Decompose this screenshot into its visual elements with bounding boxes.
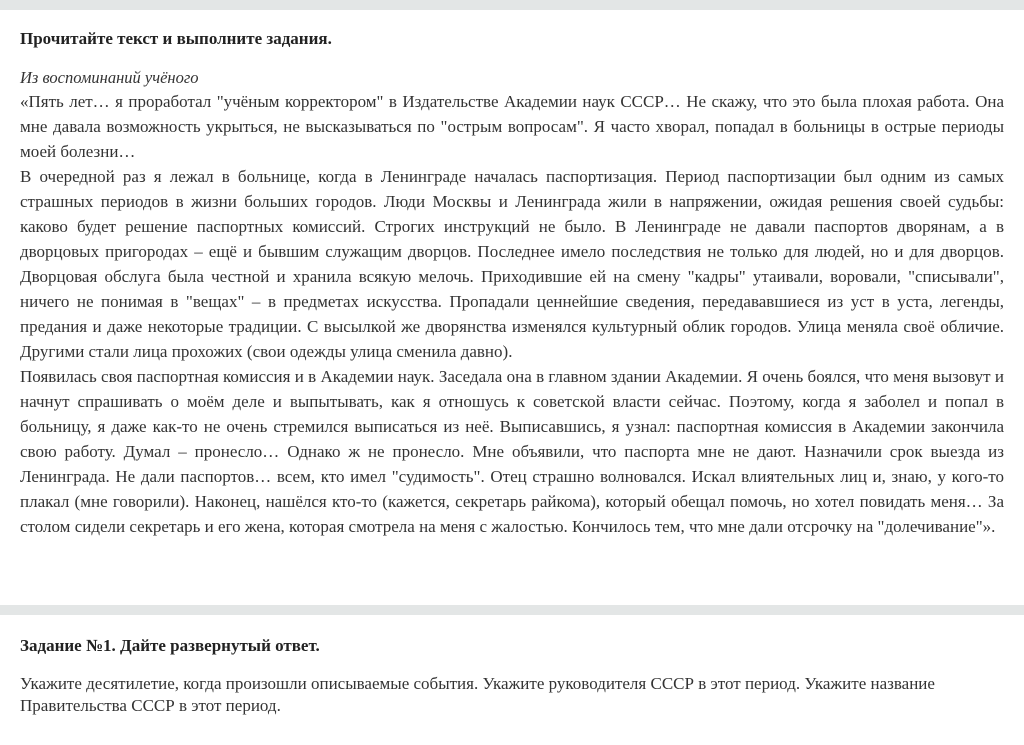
task-title: Задание №1. Дайте развернутый ответ. — [20, 636, 320, 655]
text-paragraph-1: «Пять лет… я проработал "учёным корректором" в Издательстве Академии наук СССР… Не скажу, что это была плохая работа. Она мне давала возможность укрыться, не высказываться по "острым вопросам". Я часто хворал, попадал в больницы в острые периоды моей болезни… — [20, 92, 1004, 161]
reading-card — [0, 10, 1024, 605]
reading-instruction: Прочитайте текст и выполните задания. — [20, 29, 332, 48]
task-card — [0, 615, 1024, 717]
text-paragraph-3: Появилась своя паспортная комиссия и в Академии наук. Заседала она в главном здании Академии. Я очень боялся, что меня вызовут и начнут спрашивать о моём деле и выпытывать, как я отношусь к советской власти сейчас. Поэтому, когда я заболел и попал в больницу, я даже как-то не очень стремился выписаться из неё. Выписавшись, я узнал: паспортная комиссия в Академии закончила свою работу. Думал – пронесло… Однако ж не пронесло. Мне объявили, что паспорта мне не дают. Назначили срок выезда из Ленинграда. Не дали паспортов… всем, кто имел "судимость". Отец страшно волновался. Искал влиятельных лиц и, знаю, у кого-то плакал (мне говорили). Наконец, нашёлся кто-то (кажется, секретарь райкома), который обещал помочь, но хотел повидать меня… За столом сидели секретарь и его жена, которая смотрела на меня с жалостью. Кончилось тем, что мне дали отсрочку на "долечивание"». — [20, 367, 1004, 536]
task-question: Укажите десятилетие, когда произошли описываемые события. Укажите руководителя СССР в этот период. Укажите название Правительства СССР в этот период. — [20, 674, 935, 715]
section-divider — [0, 605, 1024, 615]
text-paragraph-2: В очередной раз я лежал в больнице, когда в Ленинграде началась паспортизация. Период паспортизации был одним из самых страшных периодов в жизни больших городов. Люди Москвы и Ленинграда жили в напряжении, ожидая решения своей судьбы: каково будет решение паспортных комиссий. Строгих инструкций не было. В Ленинграде не давали паспортов дворянам, а в дворцовых пригородах – ещё и бывшим служащим дворцов. Последнее имело последствия не только для людей, но и для дворцов. Дворцовая обслуга была честной и хранила всякую мелочь. Приходившие ей на смену "кадры" утаивали, воровали, "списывали", ничего не понимая в "вещах" – в предметах искусства. Пропадали ценнейшие сведения, передававшиеся из уст в уста, легенды, предания и даже некоторые традиции. С высылкой же дворянства изменялся культурный облик городов. Улица меняла своё обличие. Другими стали лица прохожих (свои одежды улица сменила давно). — [20, 167, 1004, 361]
text-source: Из воспоминаний учёного — [20, 68, 199, 87]
top-divider — [0, 0, 1024, 10]
